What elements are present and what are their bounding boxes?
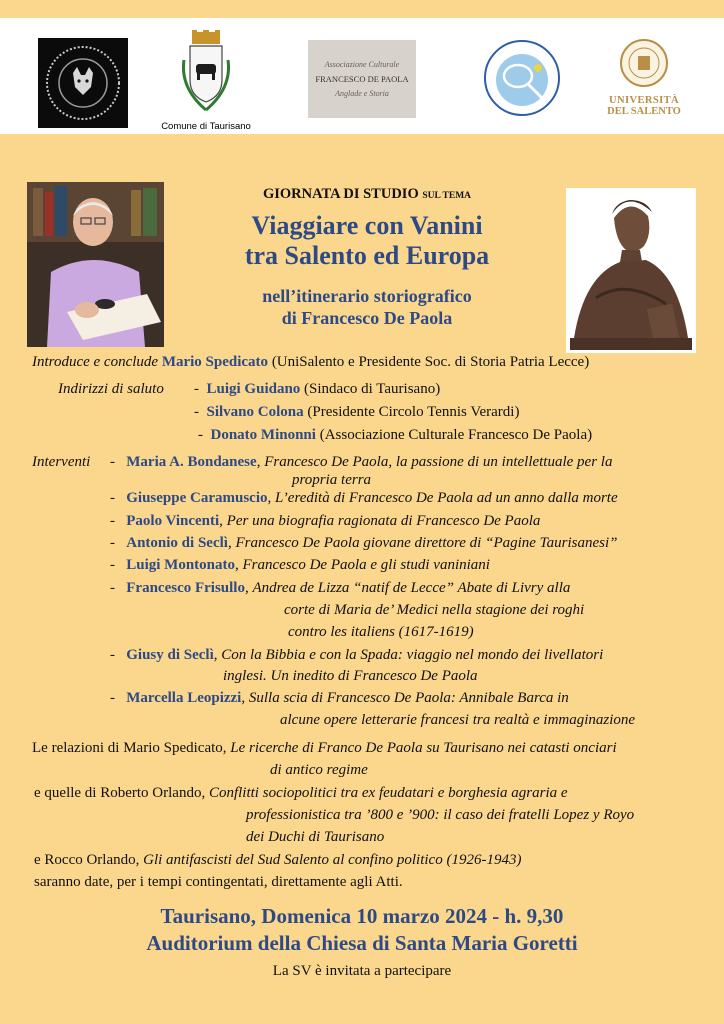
intervento-item: - Francesco Frisullo, Andrea de Lizza “natif de Lecce” Abate di Livry alla — [110, 580, 571, 596]
event-kicker — [172, 186, 562, 203]
talk-title-cont: alcune opere letterarie francesi tra realtà e immaginazione — [280, 712, 636, 728]
invitation-note: La SV è invitata a partecipare — [272, 963, 452, 979]
speaker-name: Luigi Montonato — [126, 557, 236, 573]
relazioni-line — [34, 784, 568, 802]
relazioni-title: Le ricerche di Franco De Paola su Taurisano nei catasti onciari — [230, 740, 617, 756]
intervento-item: - Antonio di Seclì, Francesco De Paola giovane direttore di “Pagine Taurisanesi” — [110, 535, 618, 551]
intervento-item: - Marcella Leopizzi, Sulla scia di Francesco De Paola: Annibale Barca in — [110, 690, 569, 706]
event-venue: Auditorium della Chiesa di Santa Maria Goretti — [146, 931, 578, 955]
giornata-label: GIORNATA DI STUDIO — [262, 186, 419, 202]
vanini-bust-photo — [566, 188, 696, 353]
talk-title-cont: propria terra — [292, 472, 372, 488]
saluti-label: Indirizzi di saluto — [58, 381, 164, 397]
talk-title: Francesco De Paola e gli studi vaniniani — [242, 557, 490, 573]
relazioni-cont: di antico regime — [270, 762, 368, 778]
intro-role: (UniSalento e Presidente Soc. di Storia Patria Lecce) — [271, 354, 590, 370]
talk-title: L’eredità di Francesco De Paola ad un anno dalla morte — [275, 490, 618, 506]
speaker-name: Maria A. Bondanese — [126, 454, 257, 470]
assoc-line2: FRANCESCO DE PAOLA — [315, 74, 409, 84]
title-line-2: tra Salento ed Europa — [244, 241, 490, 270]
title-line-1: Viaggiare con Vanini — [251, 211, 483, 240]
coat-of-arms-icon — [176, 30, 236, 114]
talk-title-cont: contro les italiens (1617-1619) — [288, 624, 474, 640]
unisalento-logo — [604, 38, 684, 130]
intro-label: Introduce e conclude — [32, 354, 159, 370]
speaker-name: Antonio di Seclì — [126, 535, 228, 551]
logo-strip — [0, 18, 724, 134]
relazioni-title: Gli antifascisti del Sud Salento al confino politico (1926-1943) — [143, 852, 522, 868]
intervento-item: - Giusy di Seclì, Con la Bibbia e con la Spada: viaggio nel mondo dei livellatori — [110, 647, 604, 663]
assoc-line3: Anglade e Storia — [335, 89, 389, 98]
tennis-club-logo — [482, 38, 562, 118]
talk-title: Francesco De Paola, la passione di un intellettuale per la — [264, 454, 613, 470]
speaker-name: Marcella Leopizzi — [126, 690, 242, 706]
saluto-role: (Sindaco di Taurisano) — [304, 381, 441, 397]
talk-title-cont: corte di Maria de’ Medici nella stagione dei roghi — [284, 602, 585, 618]
relazioni-prefix: e Rocco Orlando, — [34, 852, 140, 868]
intervento-item: - Paolo Vincenti, Per una biografia ragionata di Francesco De Paola — [110, 513, 541, 529]
wolf-emblem-icon — [43, 43, 123, 123]
saluti-label-line — [58, 380, 164, 398]
speaker-name: Giusy di Seclì — [126, 647, 214, 663]
event-when-where — [0, 903, 724, 957]
saluto-role: (Presidente Circolo Tennis Verardi) — [307, 404, 520, 420]
relazioni-line — [32, 739, 617, 757]
speaker-name: Paolo Vincenti — [126, 513, 220, 529]
event-subtitle — [172, 285, 562, 329]
talk-title: Con la Bibbia e con la Spada: viaggio nel mondo dei livellatori — [221, 647, 604, 663]
portrait-photo — [27, 182, 164, 347]
intervento-item: - Luigi Montonato, Francesco De Paola e gli studi vaniniani — [110, 557, 490, 573]
interventi-label-line — [32, 453, 90, 471]
talk-title: Per una biografia ragionata di Francesco De Paola — [226, 513, 541, 529]
interventi-label: Interventi — [32, 454, 91, 470]
relazioni-cont: dei Duchi di Taurisano — [246, 829, 385, 845]
intervento-item: - Maria A. Bondanese, Francesco De Paola, la passione di un intellettuale per la — [110, 454, 613, 470]
subtitle-line-1: nell’itinerario storiografico — [262, 286, 472, 306]
saluto-name: Donato Minonni — [210, 427, 316, 443]
man-reading-image — [27, 182, 164, 347]
talk-title: Francesco De Paola giovane direttore di “Pagine Taurisanesi” — [235, 535, 618, 551]
bottom-band — [0, 1012, 724, 1024]
event-date-time: Taurisano, Domenica 10 marzo 2024 - h. 9,30 — [160, 904, 564, 928]
relazioni-line — [34, 851, 521, 869]
speaker-name: Giuseppe Caramuscio — [126, 490, 268, 506]
sul-tema-label: SUL TEMA — [422, 191, 472, 201]
intervento-item: - Giuseppe Caramuscio, L’eredità di Francesco De Paola ad un anno dalla morte — [110, 490, 618, 506]
event-title — [172, 211, 562, 271]
relazioni-prefix: Le relazioni di Mario Spedicato, — [32, 740, 227, 756]
saluto-item: - Silvano Colona (Presidente Circolo Tennis Verardi) — [194, 404, 520, 420]
speaker-name: Francesco Frisullo — [126, 580, 245, 596]
university-seal-icon — [619, 38, 669, 88]
talk-title: Sulla scia di Francesco De Paola: Annibale Barca in — [248, 690, 569, 706]
unisal-line2: DEL SALENTO — [607, 106, 681, 117]
association-logo — [38, 38, 128, 128]
intro-line — [32, 353, 589, 371]
unisal-line1: UNIVERSITÀ — [609, 95, 679, 106]
bronze-bust-image — [566, 188, 696, 353]
comune-logo — [158, 30, 254, 134]
relazioni-closing: saranno date, per i tempi contingentati, direttamente agli Atti. — [34, 874, 403, 890]
talk-title: Andrea de Lizza “natif de Lecce” Abate di Livry alla — [252, 580, 571, 596]
relazioni-prefix: e quelle di Roberto Orlando, — [34, 785, 206, 801]
saluto-name: Luigi Guidano — [206, 381, 301, 397]
assoc-line1: Associazione Culturale — [324, 60, 400, 69]
saluto-role: (Associazione Culturale Francesco De Paola) — [319, 427, 593, 443]
tennis-racket-icon — [482, 38, 562, 118]
intro-name: Mario Spedicato — [161, 354, 269, 370]
saluto-name: Silvano Colona — [206, 404, 304, 420]
subtitle-line-2: di Francesco De Paola — [281, 308, 453, 328]
comune-caption: Comune di Taurisano — [161, 121, 251, 132]
saluto-item: - Donato Minonni (Associazione Culturale Francesco De Paola) — [198, 427, 593, 443]
assoc-de-paola-logo — [308, 40, 416, 118]
relazioni-title: Conflitti sociopolitici tra ex feudatari e borghesia agraria e — [208, 785, 568, 801]
top-band — [0, 0, 724, 18]
saluto-item: - Luigi Guidano (Sindaco di Taurisano) — [194, 381, 441, 397]
relazioni-cont: professionistica tra ’800 e ’900: il caso dei fratelli Lopez y Royo — [246, 807, 635, 823]
talk-title-cont: inglesi. Un inedito di Francesco De Paola — [223, 668, 478, 684]
